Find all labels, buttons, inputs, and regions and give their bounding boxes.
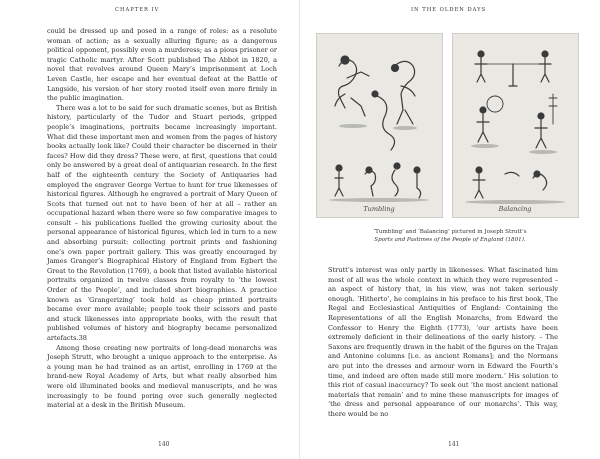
folio-right: 141	[448, 441, 460, 448]
right-body-text	[328, 266, 558, 420]
paragraph: could be dressed up and posed in a range of roles: as a resolute woman of action; as a sexually alluring figure; as a dangerous political opponent, possibly even a murderess; as a pious prisoner or tragic Catholic martyr. After Scott published The Abbot in 1820, a novel that revolves around Queen Mary’s imprisonment at Loch Leven Castle, her escape and her eventual defeat at the Battle of Langside, his version of her story rooted itself even more firmly in the public imagination.	[47, 27, 277, 103]
right-page	[300, 0, 600, 459]
balancing-plate	[452, 33, 579, 218]
plate-label-balancing: Balancing	[498, 205, 532, 213]
tumbling-plate	[316, 33, 443, 218]
running-head-right: IN THE OLDEN DAYS	[411, 7, 487, 13]
paragraph: Strutt’s interest was only partly in likenesses. What fascinated him most of all was the whole context in which they were represented – an aspect of history that, in his view, was not taken seriously enough. ‘Hitherto’, he complains in his preface to his first book, The Regal and Ecclesiastical Antiquities of England: Containing the Representations of all the English Monarchs, from Edward the Confessor to Henry the Eighth (1773), ‘our artists have been extremely deficient in their delineations of the early history. – The Saxons are frequently drawn in the habit of the figures on the Trajan and Antonine columns [i.e. as ancient Romans]; and the Normans are put into the dresses and armour worn in Edward the Fourth’s time, and indeed are often made still more modern.’ His solution to this riot of casual inaccuracy? To seek out ‘the most ancient national materials that remain’ and to mine these manuscripts for images of ‘the dress and personal appearance of our monarchs’. This way, there would be no	[328, 266, 558, 418]
balancing-engraving	[453, 34, 578, 217]
caption-line-italic: Sports and Pastimes of the People of England (1801).	[374, 237, 526, 243]
caption-line: ‘Tumbling’ and ‘Balancing’ pictured in Joseph Strutt’s	[373, 229, 527, 235]
running-head-left: CHAPTER IV	[115, 7, 160, 13]
figure-caption	[360, 228, 540, 244]
tumbling-engraving	[317, 34, 442, 217]
folio-left: 140	[158, 441, 170, 448]
paragraph: Among those creating new portraits of long-dead monarchs was Joseph Strutt, who brought a unique approach to the enterprise. As a young man he had trained as an artist, enrolling in 1769 at the brand-new Royal Academy of Arts, but what really absorbed him were old illuminated books and medieval manuscripts, and he was increasingly to be found poring over such generally neglected material at a desk in the British Museum.	[47, 343, 277, 410]
plate-label-tumbling: Tumbling	[363, 205, 395, 213]
left-body-text	[47, 27, 277, 411]
paragraph: There was a lot to be said for such dramatic scenes, but as British history, particularly of the Tudor and Stuart periods, gripped people’s imaginations, portraits became increasingly important. What did these important men and women from the pages of history books actually look like? Could their character be discerned in their faces? How did they dress? These were, at first, questions that could only be answered by a great deal of antiquarian research. In the first half of the eighteenth century the Society of Antiquaries had employed the engraver George Vertue to hunt for true likenesses of historical figures. Although he engraved a portrait of Mary Queen of Scots that turned out not to have been of her at all – rather an occupational hazard when there were so few comparative images to consult – his publications fuelled the growing curiosity about the personal appearance of historical figures, which led in turn to a new and absorbing pursuit: collecting portrait prints and fashioning one’s own paper portrait gallery. This was greatly encouraged by James Granger’s Biographical History of England from Egbert the Great to the Revolution (1769), a book that listed available historical portraits organized in twelve classes from royalty to ‘the lowest Order of the People’, and included short biographies. A practice known as ‘Grangerizing’ took hold as cheap printed portraits became ever more available; people took their scissors and paste and stuck likenesses into appropriate books, with the result that published volumes of history and biography became personalized artefacts.38	[47, 103, 277, 342]
